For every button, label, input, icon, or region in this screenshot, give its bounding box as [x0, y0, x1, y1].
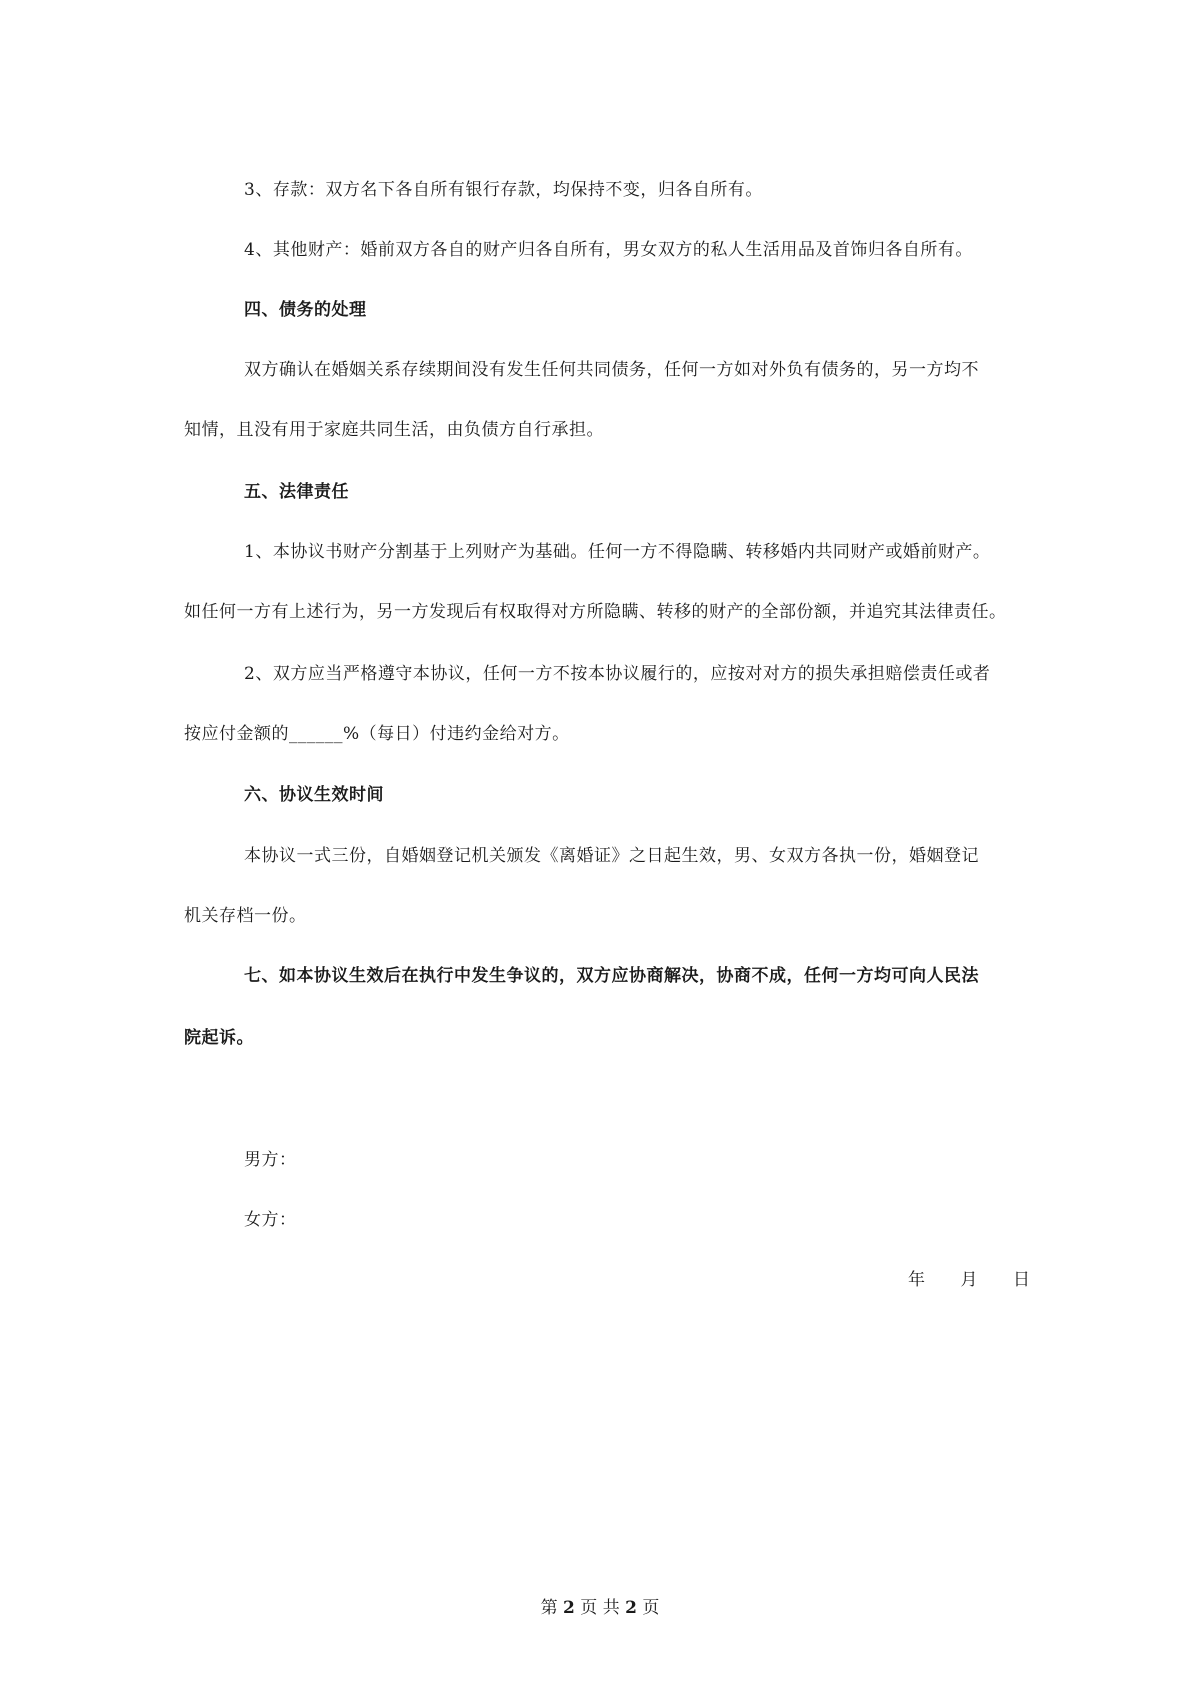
footer-prefix: 第 [540, 1598, 558, 1618]
footer-current-page: 2 [563, 1598, 575, 1618]
footer-total-pages: 2 [625, 1598, 637, 1618]
paragraph-debts-line2: 知情，且没有用于家庭共同生活，由负债方自行承担。 [184, 420, 604, 440]
paragraph-liability-1-line2: 如任何一方有上述行为，另一方发现后有权取得对方所隐瞒、转移的财产的全部份额，并追究其法律责任。 [184, 602, 1007, 622]
paragraph-other-property: 4、其他财产：婚前双方各自的财产归各自所有，男女双方的私人生活用品及首饰归各自所有。 [244, 240, 973, 260]
section-heading-effective-time: 六、协议生效时间 [244, 785, 384, 805]
signature-date-label: 年 月 日 [908, 1270, 1031, 1290]
paragraph-liability-1-line1: 1、本协议书财产分割基于上列财产为基础。任何一方不得隐瞒、转移婚内共同财产或婚前财产。 [244, 542, 991, 562]
footer-suffix: 页 [642, 1598, 660, 1618]
section-heading-dispute-line2: 院起诉。 [184, 1028, 254, 1048]
section-heading-dispute-line1: 七、如本协议生效后在执行中发生争议的，双方应协商解决，协商不成，任何一方均可向人民法 [244, 966, 979, 986]
footer-middle: 页 共 [580, 1598, 620, 1618]
paragraph-effective-line1: 本协议一式三份，自婚姻登记机关颁发《离婚证》之日起生效，男、女双方各执一份，婚姻登记 [244, 846, 979, 866]
signature-male-label: 男方： [244, 1150, 297, 1170]
paragraph-liability-2-line2: 按应付金额的______%（每日）付违约金给对方。 [184, 724, 570, 744]
paragraph-debts-line1: 双方确认在婚姻关系存续期间没有发生任何共同债务，任何一方如对外负有债务的，另一方均不 [244, 360, 979, 380]
signature-female-label: 女方： [244, 1210, 297, 1230]
section-heading-legal-liability: 五、法律责任 [244, 482, 349, 502]
paragraph-liability-2-line1: 2、双方应当严格遵守本协议，任何一方不按本协议履行的，应按对对方的损失承担赔偿责任或者 [244, 664, 991, 684]
paragraph-effective-line2: 机关存档一份。 [184, 906, 307, 926]
section-heading-debts: 四、债务的处理 [244, 300, 367, 320]
paragraph-deposits: 3、存款：双方名下各自所有银行存款，均保持不变，归各自所有。 [244, 180, 763, 200]
page-footer [0, 1596, 1200, 1620]
